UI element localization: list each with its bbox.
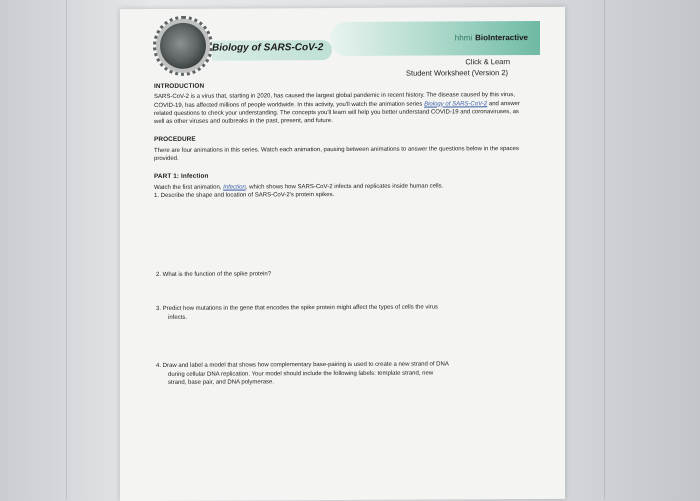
infection-link[interactable]: Infection xyxy=(223,184,246,191)
virus-icon xyxy=(160,23,206,69)
brand-prefix: hhmi xyxy=(454,33,473,43)
part1-heading: PART 1: Infection xyxy=(154,173,209,181)
procedure-text: There are four animations in this series. Watch each animation, pausing between animations to answer the questions below in the spaces provided. xyxy=(154,145,519,163)
worksheet-content xyxy=(154,81,524,200)
intro-text-1: SARS-CoV-2 is a virus that, starting in 2020, has caused the largest global pandemic in recent history. The disease caused by this virus, COVID-19, has affected millions of people worldwide. In this activity, you'll watch the animation series xyxy=(154,92,515,109)
worksheet-title: Biology of SARS-CoV-2 xyxy=(212,42,324,54)
question-3-line-2: infects. xyxy=(168,314,188,321)
question-4-line-2: during cellular DNA replication. Your model should include the following labels: template strand, new xyxy=(168,370,434,378)
question-2: 2. What is the function of the spike protein? xyxy=(156,271,272,278)
worksheet-page xyxy=(120,7,565,501)
question-3-line-1: 3. Predict how mutations in the gene that encodes the spike protein might affect the types of cells the virus xyxy=(156,304,439,312)
subtitle-version: Student Worksheet (Version 2) xyxy=(406,68,508,78)
procedure-heading: PROCEDURE xyxy=(154,136,196,144)
desk-edge xyxy=(66,0,67,500)
question-3 xyxy=(156,303,526,322)
question-4-line-3: strand, base pair, and DNA polymerase. xyxy=(168,379,275,386)
question-4-line-1: 4. Draw and label a model that shows how complementary base-pairing is used to create a new strand of DNA xyxy=(156,361,449,369)
brand-name: BioInteractive xyxy=(475,33,528,43)
intro-text-2: and answer related questions to check your understanding. The concepts you'll learn will help you better understand COVID-19 and coronaviruses, as well as other viruses and outbreaks in the past, present, and future. xyxy=(154,100,520,126)
question-1: 1. Describe the shape and location of SARS-CoV-2's protein spikes. xyxy=(154,192,335,199)
part1-intro-1: Watch the first animation, xyxy=(154,184,224,191)
worksheet-header xyxy=(150,13,530,77)
part1-intro-2: , which shows how SARS-CoV-2 infects and replicates inside human cells. xyxy=(245,183,444,191)
introduction-heading: INTRODUCTION xyxy=(154,82,205,90)
introduction-text xyxy=(154,91,524,126)
animation-series-link[interactable]: Biology of SARS-CoV-2 xyxy=(424,100,488,108)
desk-edge xyxy=(604,0,605,500)
subtitle-click-learn: Click & Learn xyxy=(465,57,510,67)
question-4 xyxy=(156,360,536,387)
brand-logo xyxy=(455,33,528,42)
